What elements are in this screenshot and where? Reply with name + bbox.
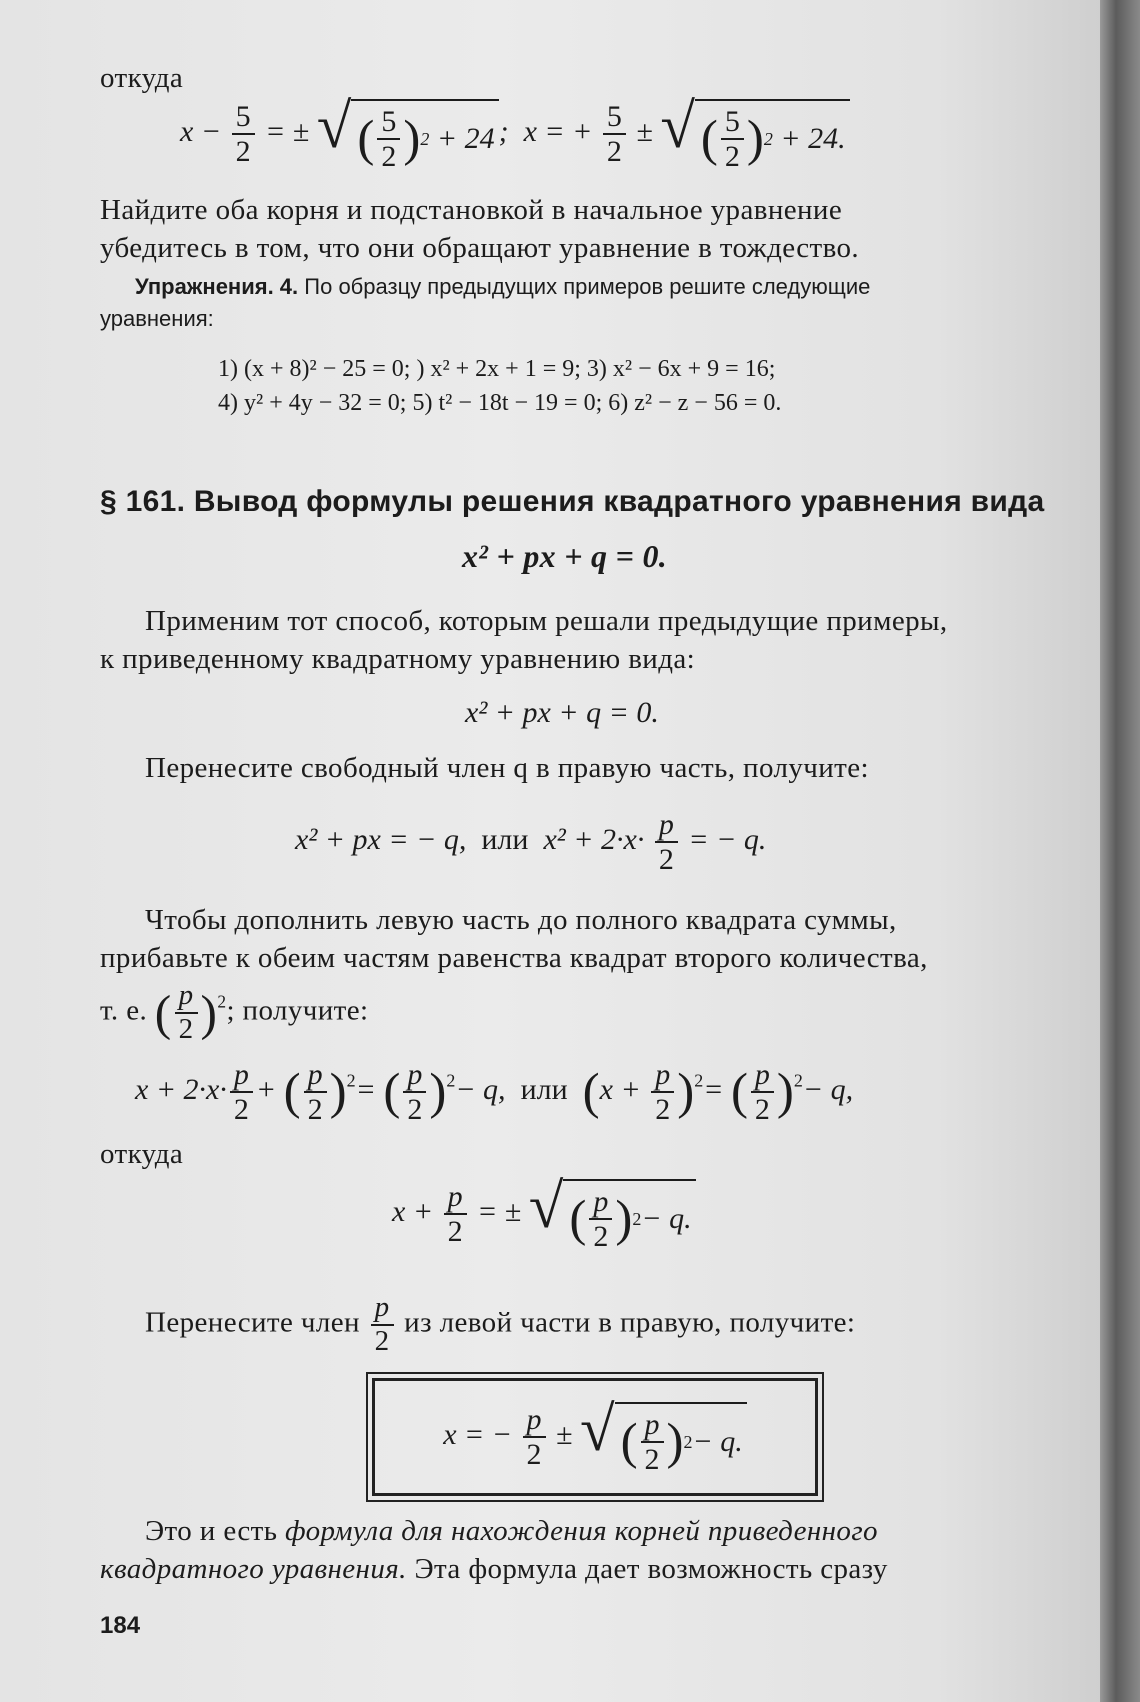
equation-roots-example: x − $\frac{5}{2}$ = ± √ ( $\frac{5}{2}$ ) 2 + 24 ; x = + $\frac{5}{2}$ ± √ ( $\frac{5}{2}$ ) 2 + 24. <box>180 95 850 173</box>
final-part-b: Эта формула дает возможность сразу <box>414 1553 888 1585</box>
eq2-or: или <box>481 822 529 856</box>
final-emphasis-1: формула для нахождения корней приведенного <box>284 1515 878 1547</box>
equation-complete-square: x + 2·x· $\frac{p}{2}$ + ( $\frac{p}{2}$ )$^2$= ( $\frac{p}{2}$ )$^2$− q, или (x + $\frac{p}{2}$ )$^2$= ( $\frac{p}{2}$ )$^2$− q, <box>135 1058 854 1126</box>
section-heading: § 161. Вывод формулы решения квадратного уравнения вида <box>100 485 1045 518</box>
boxed-quadratic-formula <box>372 1378 818 1496</box>
section-heading-equation: x² + px + q = 0. <box>462 538 668 574</box>
final-paragraph-line2 <box>100 1553 888 1586</box>
exercises-list-1: 1) (x + 8)² − 25 = 0; ) x² + 2x + 1 = 9; 3) x² − 6x + 9 = 16; <box>218 356 776 382</box>
paragraph4: Перенесите член $\frac{p}{2}$ из левой части в правую, получите: <box>145 1291 856 1357</box>
word-otkuda: откуда <box>100 62 184 94</box>
par3-poluchite: ; получите: <box>226 994 369 1027</box>
exercises-line2: уравнения: <box>100 306 214 331</box>
exercise-intro-line1: Найдите оба корня и подстановкой в начальное уравнение <box>100 194 843 226</box>
equation-sqrt-step: x + $\frac{p}{2}$ = ± √ ( $\frac{p}{2}$ ) 2 − q. <box>392 1175 696 1253</box>
final-part-a: Это и есть <box>145 1515 278 1547</box>
exercises-text: По образцу предыдущих примеров решите следующие <box>304 274 871 299</box>
word-otkuda-2: откуда <box>100 1138 184 1170</box>
eq3-or: или <box>520 1072 568 1106</box>
exercises-line1 <box>135 274 870 300</box>
book-spine <box>1100 0 1140 1702</box>
paragraph3-line1: Чтобы дополнить левую часть до полного квадрата суммы, <box>145 904 897 936</box>
par3-te: т. е. <box>100 994 148 1027</box>
exercises-list-2: 4) y² + 4y − 32 = 0; 5) t² − 18t − 19 = 0; 6) z² − z − 56 = 0. <box>218 390 782 416</box>
paragraph3-line3: т. е. ( $\frac{p}{2}$ )$^2$; получите: <box>100 979 369 1045</box>
paragraph1-line1: Применим тот способ, которым решали предыдущие примеры, <box>145 605 948 637</box>
paragraph1-line2: к приведенному квадратному уравнению вида: <box>100 643 696 675</box>
paragraph2: Перенесите свободный член q в правую часть, получите: <box>145 752 869 784</box>
formula-roots: x = − $\frac{p}{2}$ ± √ ( $\frac{p}{2}$ ) 2 − q. <box>443 1398 747 1476</box>
page-number: 184 <box>100 1612 141 1639</box>
equation-reduced-quadratic: x² + px + q = 0. <box>465 696 659 729</box>
final-emphasis-2: квадратного уравнения. <box>100 1553 407 1585</box>
eq2-part-b-left: x² + 2·x· <box>543 822 645 856</box>
eq2-part-a: x² + px = − q, <box>295 822 467 856</box>
exercises-label: Упражнения. 4. <box>135 274 299 299</box>
equation-move-q: x² + px = − q, или x² + 2·x· $\frac{p}{2}$ = − q. <box>295 808 767 876</box>
par4-part-b: из левой части в правую, получите: <box>404 1306 856 1339</box>
final-paragraph-line1 <box>145 1515 878 1548</box>
par4-part-a: Перенесите член <box>145 1306 360 1339</box>
exercise-intro-line2: убедитесь в том, что они обращают уравнение в тождество. <box>100 232 860 264</box>
eq2-part-b-right: = − q. <box>688 822 767 856</box>
paragraph3-line2: прибавьте к обеим частям равенства квадрат второго количества, <box>100 942 928 974</box>
